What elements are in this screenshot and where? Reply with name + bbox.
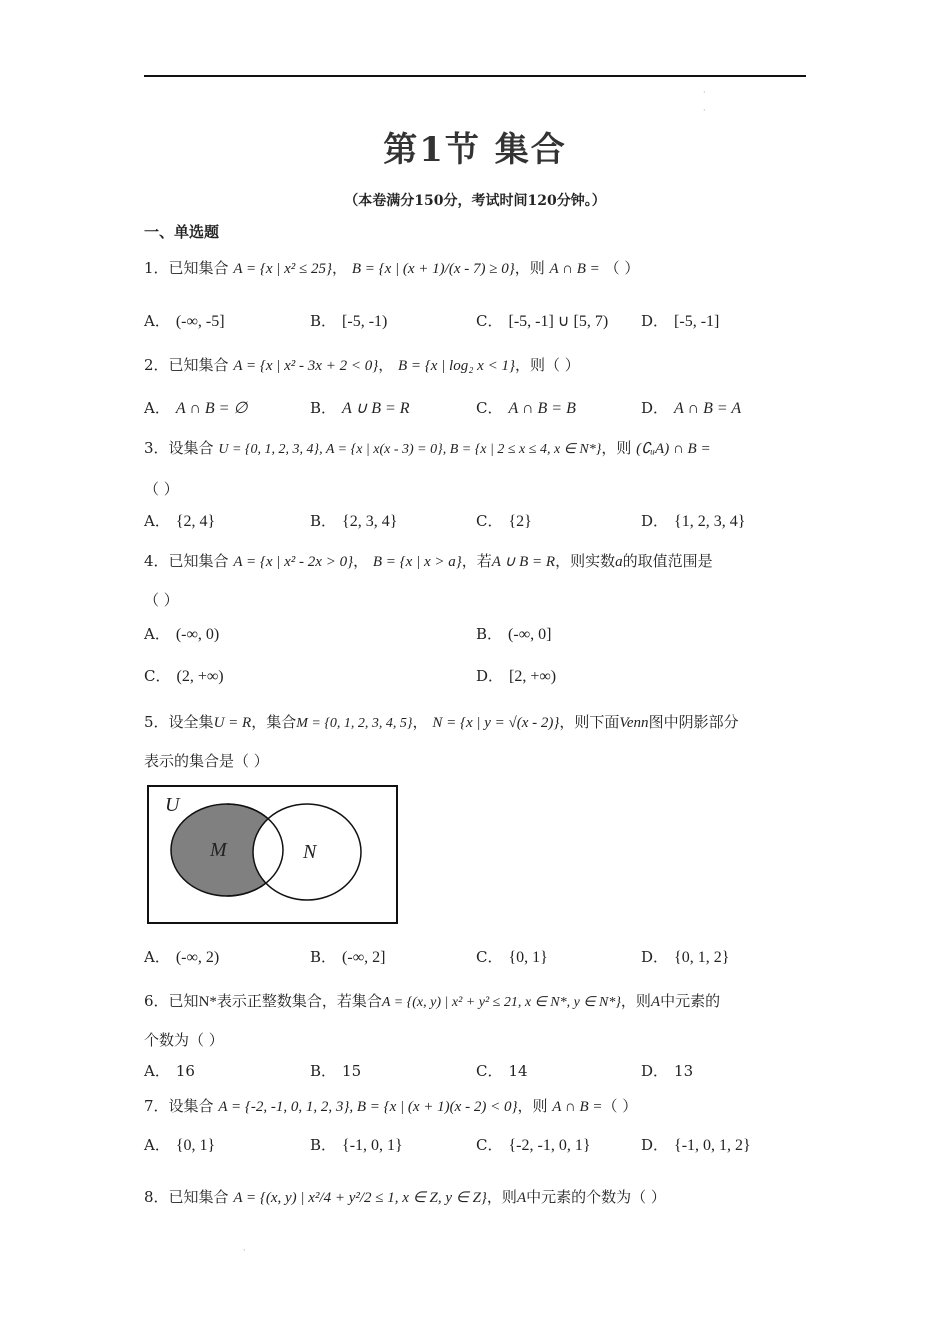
question-number: 3．	[144, 439, 169, 457]
math-expression: B = {x | log₂ x < 1}	[397, 358, 515, 374]
question-4	[144, 551, 713, 572]
option-b[interactable]	[310, 310, 387, 331]
option-label: A．	[144, 948, 170, 966]
math-expression: A = {x | x² - 3x + 2 < 0}	[233, 358, 379, 374]
option-label: B．	[310, 1136, 337, 1154]
math-expression: A = {x | x² ≤ 25}	[233, 261, 333, 277]
math-expression: N = {x | y = √(x - 2)}	[432, 715, 560, 731]
option-value: 15	[342, 1062, 362, 1080]
math-expression: B = {x | (x + 1)/(x - 7) ≥ 0}	[351, 261, 515, 277]
option-a[interactable]	[144, 310, 225, 331]
question-text: ，则	[620, 992, 651, 1010]
question-text: 已知集合	[168, 259, 229, 277]
option-a[interactable]	[144, 397, 247, 418]
option-d[interactable]	[641, 1060, 693, 1081]
option-value: [-5, -1] ∪ [5, 7)	[508, 313, 609, 330]
question-text: ，则	[486, 1188, 517, 1206]
option-label: C．	[144, 667, 171, 685]
option-label: B．	[476, 625, 503, 643]
option-label: B．	[310, 1062, 337, 1080]
question-text: 设集合	[168, 1097, 214, 1115]
option-value: {-1, 0, 1, 2}	[674, 1137, 751, 1154]
answer-blank: （ ）	[144, 591, 179, 609]
question-text: ，	[332, 259, 348, 277]
math-expression: N*	[198, 994, 217, 1010]
math-expression: A ∩ B =	[549, 261, 600, 277]
option-label: D．	[476, 667, 504, 685]
option-label: A．	[144, 1136, 170, 1154]
math-variable: a	[615, 554, 623, 570]
option-value: {0, 1, 2}	[674, 949, 730, 966]
venn-label-m: M	[210, 839, 227, 861]
option-label: D．	[641, 948, 669, 966]
question-text: 图中阴影部分	[648, 713, 739, 731]
venn-label-n: N	[303, 841, 317, 863]
option-label: D．	[641, 312, 669, 330]
option-c[interactable]	[476, 1060, 528, 1081]
question-text: 已知集合	[168, 1188, 229, 1206]
question-text: ，则（ ）	[514, 356, 580, 374]
option-value: (-∞, 0]	[508, 626, 552, 643]
option-value: A ∩ B = B	[508, 400, 576, 417]
question-text: 已知	[168, 992, 199, 1010]
option-label: A．	[144, 625, 170, 643]
option-b[interactable]	[310, 510, 397, 531]
option-value: {-2, -1, 0, 1}	[508, 1137, 591, 1154]
option-a[interactable]	[144, 1060, 195, 1081]
option-value: 13	[674, 1062, 694, 1080]
option-c[interactable]	[144, 665, 224, 686]
question-text: ，	[378, 356, 394, 374]
question-text: 表示正整数集合，若集合	[216, 992, 382, 1010]
option-label: C．	[476, 312, 503, 330]
option-label: C．	[476, 1136, 503, 1154]
header-rule	[144, 75, 806, 77]
option-label: D．	[641, 1062, 669, 1080]
option-value: (-∞, 0)	[175, 626, 220, 643]
option-c[interactable]	[476, 510, 532, 531]
question-text: 已知集合	[168, 552, 229, 570]
page-subtitle: （本卷满分150分，考试时间120分钟。）	[344, 193, 606, 209]
math-variable: A	[516, 1190, 527, 1206]
section-heading: 一、单选题	[144, 223, 220, 241]
option-d[interactable]	[641, 1134, 751, 1155]
question-number: 4．	[144, 552, 169, 570]
option-b[interactable]	[476, 623, 551, 644]
option-d[interactable]	[641, 310, 719, 331]
option-value: {2, 3, 4}	[342, 513, 398, 530]
option-value: {2, 4}	[175, 513, 216, 530]
option-value: [-5, -1)	[342, 313, 388, 330]
question-text: 中元素的	[660, 992, 721, 1010]
option-value: (2, +∞)	[176, 668, 224, 685]
question-7	[144, 1096, 637, 1117]
answer-blank: （ ）	[604, 259, 640, 277]
option-b[interactable]	[310, 1134, 403, 1155]
scan-speck: ·	[243, 1246, 246, 1255]
question-text: ，则实数	[555, 552, 616, 570]
option-label: A．	[144, 1062, 170, 1080]
question-number: 1．	[144, 259, 169, 277]
option-value: [2, +∞)	[509, 668, 557, 685]
question-1	[144, 258, 639, 279]
option-b[interactable]	[310, 397, 410, 418]
math-variable: A	[650, 994, 661, 1010]
question-text: 个数为（ ）	[144, 1031, 224, 1049]
option-label: A．	[144, 512, 170, 530]
option-label: C．	[476, 948, 503, 966]
option-value: A ∪ B = R	[342, 400, 410, 417]
option-value: {-1, 0, 1}	[342, 1137, 403, 1154]
math-expression: A = {(x, y) | x²/4 + y²/2 ≤ 1, x ∈ Z, y ∈ Z}	[233, 1190, 487, 1206]
option-value: 16	[175, 1062, 195, 1080]
option-d[interactable]	[641, 510, 745, 531]
option-a[interactable]	[144, 510, 215, 531]
option-value: {0, 1}	[175, 1137, 216, 1154]
scan-speck: ·	[703, 106, 706, 115]
scan-speck: ·	[703, 88, 706, 97]
venn-diagram	[147, 785, 399, 925]
venn-label-u: U	[165, 794, 180, 816]
math-expression: Venn	[619, 715, 649, 731]
option-value: A ∩ B = A	[674, 400, 742, 417]
option-a[interactable]	[144, 946, 219, 967]
option-value: A ∩ B = ∅	[175, 400, 248, 417]
option-a[interactable]	[144, 1134, 215, 1155]
question-text: ，若	[461, 552, 492, 570]
option-label: D．	[641, 399, 669, 417]
question-8	[144, 1187, 666, 1208]
question-2	[144, 355, 580, 376]
option-value: (-∞, -5]	[175, 313, 225, 330]
math-expression: A ∪ B = R	[491, 554, 556, 570]
question-text: ，则	[601, 439, 632, 457]
question-number: 5．	[144, 713, 169, 731]
option-label: A．	[144, 399, 170, 417]
option-a[interactable]	[144, 623, 219, 644]
math-expression: A = {x | x² - 2x > 0}	[233, 554, 354, 570]
question-text: ，集合	[251, 713, 297, 731]
question-text: 设集合	[168, 439, 214, 457]
question-text: ，则下面	[559, 713, 620, 731]
question-text: 已知集合	[168, 356, 229, 374]
question-5	[144, 712, 739, 734]
question-number: 8．	[144, 1188, 169, 1206]
question-text: 的取值范围是	[622, 552, 713, 570]
option-label: C．	[476, 1062, 503, 1080]
option-b[interactable]	[310, 1060, 361, 1081]
option-value: (-∞, 2]	[342, 949, 386, 966]
math-expression: M = {0, 1, 2, 3, 4, 5}	[296, 716, 413, 731]
option-label: D．	[641, 512, 669, 530]
option-label: B．	[310, 948, 337, 966]
option-label: D．	[641, 1136, 669, 1154]
option-value: (-∞, 2)	[175, 949, 220, 966]
question-number: 7．	[144, 1097, 169, 1115]
question-number: 2．	[144, 356, 169, 374]
math-expression: A = {(x, y) | x² + y² ≤ 21, x ∈ N*, y ∈ N*}	[381, 995, 621, 1010]
page-title: 第1节 集合	[383, 130, 567, 170]
answer-blank: （ ）	[602, 1097, 638, 1115]
question-text: ，则	[514, 259, 545, 277]
question-text: 中元素的个数为（ ）	[526, 1188, 666, 1206]
option-c[interactable]	[476, 946, 548, 967]
option-b[interactable]	[310, 946, 385, 967]
question-3	[144, 438, 711, 460]
option-value: {1, 2, 3, 4}	[674, 513, 746, 530]
question-text: ，	[353, 552, 369, 570]
question-number: 6．	[144, 992, 169, 1010]
option-c[interactable]	[476, 1134, 591, 1155]
option-label: B．	[310, 312, 337, 330]
math-expression: A ∩ B =	[552, 1099, 603, 1115]
question-text: ，则	[517, 1097, 548, 1115]
math-expression: U = R	[213, 715, 252, 731]
option-label: A．	[144, 312, 170, 330]
option-d[interactable]	[476, 665, 556, 686]
option-d[interactable]	[641, 397, 741, 418]
math-expression: A = {-2, -1, 0, 1, 2, 3}, B = {x | (x + 1)(x - 2) < 0}	[218, 1099, 518, 1115]
question-6	[144, 991, 720, 1013]
option-label: B．	[310, 512, 337, 530]
option-c[interactable]	[476, 310, 608, 331]
option-value: {2}	[508, 513, 532, 530]
math-expression: U = {0, 1, 2, 3, 4}, A = {x | x(x - 3) = 0}, B = {x | 2 ≤ x ≤ 4, x ∈ N*}	[218, 442, 602, 457]
option-d[interactable]	[641, 946, 729, 967]
math-expression: (∁ᵤA) ∩ B =	[636, 441, 711, 457]
option-label: C．	[476, 399, 503, 417]
option-c[interactable]	[476, 397, 576, 418]
math-expression: B = {x | x > a}	[372, 554, 462, 570]
question-text: ，	[412, 713, 428, 731]
option-label: C．	[476, 512, 503, 530]
option-value: [-5, -1]	[674, 313, 720, 330]
question-text: 设全集	[168, 713, 214, 731]
option-value: {0, 1}	[508, 949, 548, 966]
question-text: 表示的集合是（ ）	[144, 752, 269, 770]
option-value: 14	[508, 1062, 528, 1080]
answer-blank: （ ）	[144, 480, 179, 498]
option-label: B．	[310, 399, 337, 417]
